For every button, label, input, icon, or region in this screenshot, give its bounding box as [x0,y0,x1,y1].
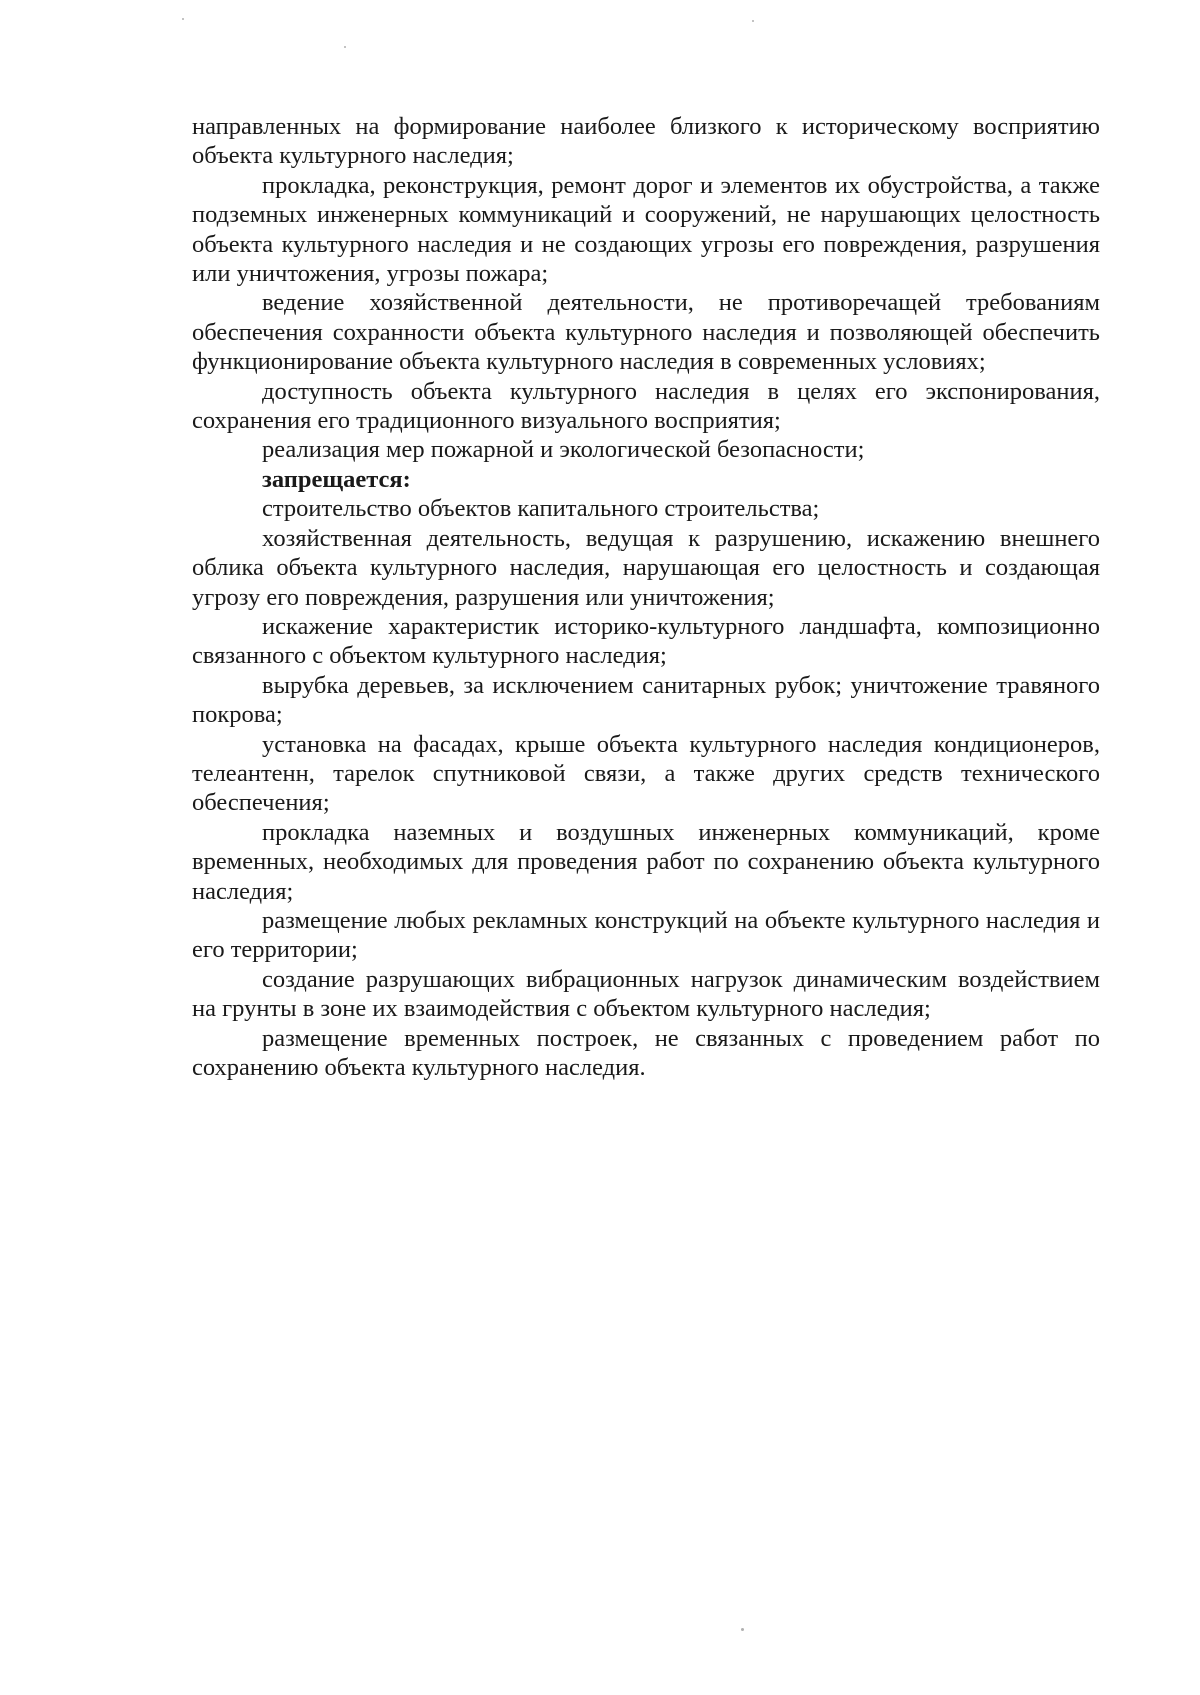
scan-speck [752,20,754,22]
paragraph: размещение любых рекламных конструкций на объекте культурного наследия и его территории; [192,906,1100,964]
scan-speck [182,18,184,20]
paragraph: ведение хозяйственной деятельности, не противоречащей требованиям обеспечения сохранности объекта культурного наследия и позволяющей обеспечить функционирование объекта культурного наследия в современных условиях; [192,289,1100,376]
paragraph: вырубка деревьев, за исключением санитарных рубок; уничтожение травяного покрова; [192,671,1100,729]
paragraph: искажение характеристик историко-культурного ландшафта, композиционно связанного с объектом культурного наследия; [192,612,1100,670]
paragraph: установка на фасадах, крыше объекта культурного наследия кондиционеров, телеантенн, тарелок спутниковой связи, а также других средств технического обеспечения; [192,730,1100,817]
paragraph: строительство объектов капитального строительства; [262,495,820,523]
scan-speck [344,46,346,48]
paragraph: прокладка, реконструкция, ремонт дорог и элементов их обустройства, а также подземных инженерных коммуникаций и сооружений, не нарушающих целостность объекта культурного наследия и не создающих угрозы его повреждения, разрушения или уничтожения, угрозы пожара; [192,171,1100,288]
paragraph: создание разрушающих вибрационных нагрузок динамическим воздействием на грунты в зоне их взаимодействия с объектом культурного наследия; [192,965,1100,1023]
paragraph: реализация мер пожарной и экологической безопасности; [262,436,865,464]
section-heading: запрещается: [262,465,411,493]
paragraph: направленных на формирование наиболее близкого к историческому восприятию объекта культурного наследия; [192,113,1100,170]
scan-speck [741,1628,744,1631]
paragraph: размещение временных построек, не связанных с проведением работ по сохранению объекта культурного наследия. [192,1024,1100,1081]
paragraph: доступность объекта культурного наследия в целях его экспонирования, сохранения его традиционного визуального восприятия; [192,377,1100,435]
paragraph: хозяйственная деятельность, ведущая к разрушению, искажению внешнего облика объекта культурного наследия, нарушающая его целостность и создающая угрозу его повреждения, разрушения или уничтожения; [192,524,1100,611]
document-body [192,112,1100,1082]
paragraph: прокладка наземных и воздушных инженерных коммуникаций, кроме временных, необходимых для проведения работ по сохранению объекта культурного наследия; [192,818,1100,905]
